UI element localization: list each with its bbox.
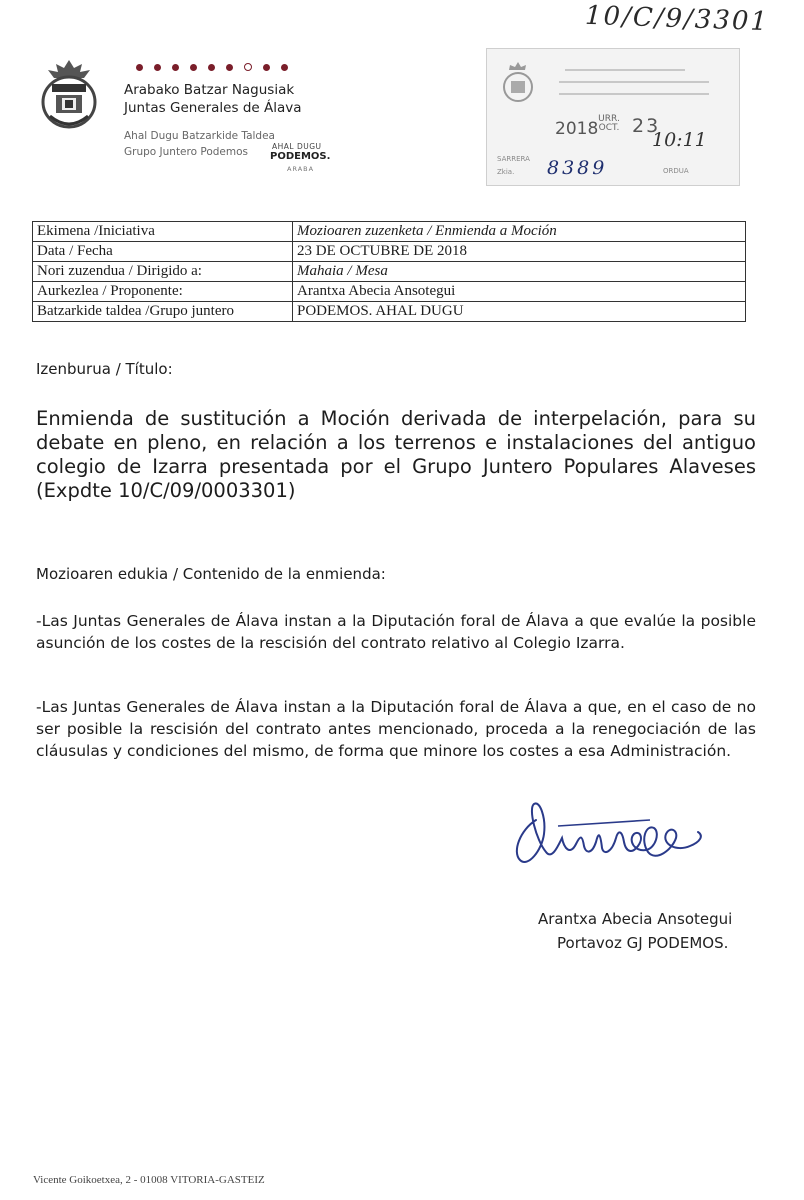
table-label: Nori zuzendua / Dirigido a: (33, 262, 293, 282)
dot (208, 64, 215, 71)
dot (136, 64, 143, 71)
dot (263, 64, 270, 71)
table-label: Ekimena /Iniciativa (33, 222, 293, 242)
table-row (33, 242, 746, 262)
org-name-eu: Arabako Batzar Nagusiak (124, 82, 295, 98)
podemos-logo-bottom: ARABA (287, 165, 315, 173)
table-value: Mozioaren zuzenketa / Enmienda a Moción (293, 222, 746, 242)
dot (281, 64, 288, 71)
dot (172, 64, 179, 71)
table-row (33, 262, 746, 282)
amendment-paragraph: -Las Juntas Generales de Álava instan a la Diputación foral de Álava a que evalúe la posible asunción de los costes de la rescisión del contrato relativo al Colegio Izarra. (36, 612, 756, 652)
document-title: Enmienda de sustitución a Moción derivada de interpelación, para su debate en pleno, en relación a los terrenos e instalaciones del antiguo colegio de Izarra presentada por el Grupo Juntero Populares Alaveses (Expdte 10/C/09/0003301) (36, 407, 756, 502)
table-row (33, 222, 746, 242)
table-label: Batzarkide taldea /Grupo juntero (33, 302, 293, 322)
signer-role: Portavoz GJ PODEMOS. (557, 934, 729, 952)
header-dots (136, 63, 288, 71)
crest-logo (38, 58, 100, 130)
podemos-logo-top: AHAL DUGU (272, 142, 322, 151)
org-name-es: Juntas Generales de Álava (124, 100, 302, 116)
info-table (32, 221, 746, 322)
table-label: Aurkezlea / Proponente: (33, 282, 293, 302)
signer-name: Arantxa Abecia Ansotegui (538, 910, 733, 928)
stamp-label-ordua: ORDUA (663, 167, 689, 175)
stamp-label-sarrera: SARRERA (497, 155, 530, 163)
stamp-year: 2018 (555, 119, 599, 139)
content-label: Mozioaren edukia / Contenido de la enmienda: (36, 565, 386, 583)
footer-address: Vicente Goikoetxea, 2 - 01008 VITORIA-GASTEIZ (33, 1174, 265, 1186)
table-value: Arantxa Abecia Ansotegui (293, 282, 746, 302)
title-label: Izenburua / Título: (36, 360, 173, 378)
registry-stamp (486, 48, 740, 186)
dot (226, 64, 233, 71)
dot-hollow (244, 63, 252, 71)
group-name-eu: Ahal Dugu Batzarkide Taldea (124, 130, 275, 142)
stamp-crest-icon (501, 61, 535, 103)
table-value: PODEMOS. AHAL DUGU (293, 302, 746, 322)
stamp-month: URR. OCT. (598, 114, 620, 133)
stamp-day: 23 (632, 115, 661, 137)
dot (154, 64, 161, 71)
stamp-registry-number: 8389 (547, 157, 608, 179)
table-row (33, 282, 746, 302)
dot (190, 64, 197, 71)
table-value: Mahaia / Mesa (293, 262, 746, 282)
stamp-time: 10:11 (652, 129, 707, 151)
amendment-paragraph: -Las Juntas Generales de Álava instan a la Diputación foral de Álava a que, en el caso de no ser posible la rescisión del contrato antes mencionado, proceda a la renegociación de las cláusulas y condiciones del mismo, de forma que minore los costes a esa Administración. (36, 698, 756, 760)
handwritten-signature (500, 790, 720, 880)
handwritten-reference: 10/C/9/3301 (584, 0, 770, 38)
table-value: 23 DE OCTUBRE DE 2018 (293, 242, 746, 262)
podemos-logo: PODEMOS. (270, 151, 331, 162)
group-name-es: Grupo Juntero Podemos (124, 146, 248, 158)
table-row (33, 302, 746, 322)
table-label: Data / Fecha (33, 242, 293, 262)
stamp-label-zkia: Zkia. (497, 168, 515, 176)
